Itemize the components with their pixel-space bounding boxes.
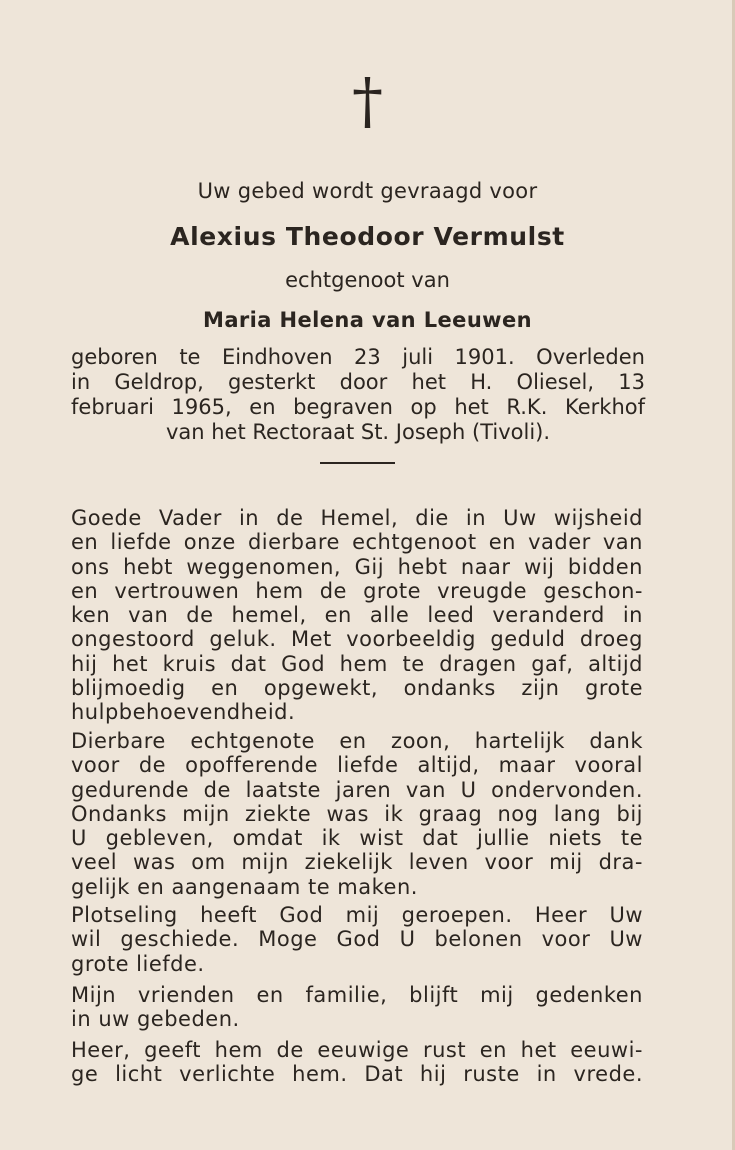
prayer-line: Plotseling heeft God mij geroepen. Heer Uw xyxy=(71,903,643,927)
prayer-line: voor de opofferende liefde altijd, maar vooral xyxy=(71,753,643,778)
prayer-line: gelijk en aangenaam te maken. xyxy=(71,874,418,899)
deceased-name: Alexius Theodoor Vermulst xyxy=(170,222,565,251)
prayer-line: grote liefde. xyxy=(71,951,205,976)
prayer-line: en liefde onze dierbare echtgenoot en vader van xyxy=(71,530,643,555)
prayer-line: ken van de hemel, en alle leed veranderd in xyxy=(71,603,643,628)
life-facts xyxy=(71,345,645,445)
prayer-paragraph-2 xyxy=(71,729,643,899)
life-facts-line: geboren te Eindhoven 23 juli 1901. Overleden xyxy=(71,345,645,369)
prayer-line: gedurende de laatste jaren van U ondervonden. xyxy=(71,777,643,802)
prayer-line: ongestoord geluk. Met voorbeeldig geduld droeg xyxy=(71,627,643,652)
prayer-line: Dierbare echtgenote en zoon, hartelijk dank xyxy=(71,729,643,753)
prayer-line: en vertrouwen hem de grote vreugde geschon- xyxy=(71,578,643,603)
prayer-line: blijmoedig en opgewekt, ondanks zijn grote xyxy=(71,676,643,701)
prayer-line: hulpbehoevendheid. xyxy=(71,700,296,725)
prayer-request-intro: Uw gebed wordt gevraagd voor xyxy=(197,179,538,203)
prayer-line: Ondanks mijn ziekte was ik graag nog lang bij xyxy=(71,801,643,826)
cross-icon: † xyxy=(352,64,383,137)
life-facts-line: van het Rectoraat St. Joseph (Tivoli). xyxy=(165,420,551,444)
prayer-line: U gebleven, omdat ik wist dat jullie niets te xyxy=(71,826,643,851)
prayer-line: wil geschiede. Moge God U belonen voor Uw xyxy=(71,927,643,952)
prayer-line: hij het kruis dat God hem te dragen gaf, altijd xyxy=(71,651,643,676)
prayer-line: Mijn vrienden en familie, blijft mij gedenken xyxy=(71,983,643,1007)
prayer-paragraph-3 xyxy=(71,903,643,976)
prayer-paragraph-5 xyxy=(71,1038,643,1087)
spouse-label: echtgenoot van xyxy=(285,268,450,292)
prayer-line: Goede Vader in de Hemel, die in Uw wijsheid xyxy=(71,506,643,530)
prayer-paragraph-4 xyxy=(71,983,643,1032)
prayer-line: Heer, geeft hem de eeuwige rust en het eeuwi- xyxy=(71,1038,643,1062)
prayer-line: veel was om mijn ziekelijk leven voor mij dra- xyxy=(71,850,643,875)
prayer-paragraph-1 xyxy=(71,506,643,725)
spouse-name: Maria Helena van Leeuwen xyxy=(203,308,532,332)
divider xyxy=(320,462,395,464)
life-facts-line: februari 1965, en begraven op het R.K. Kerkhof xyxy=(71,395,645,419)
life-facts-line: in Geldrop, gesterkt door het H. Oliesel, 13 xyxy=(71,370,645,394)
prayer-line: in uw gebeden. xyxy=(71,1007,240,1032)
prayer-line: ons hebt weggenomen, Gij hebt naar wij bidden xyxy=(71,554,643,579)
prayer-line: ge licht verlichte hem. Dat hij ruste in vrede. xyxy=(71,1062,643,1087)
